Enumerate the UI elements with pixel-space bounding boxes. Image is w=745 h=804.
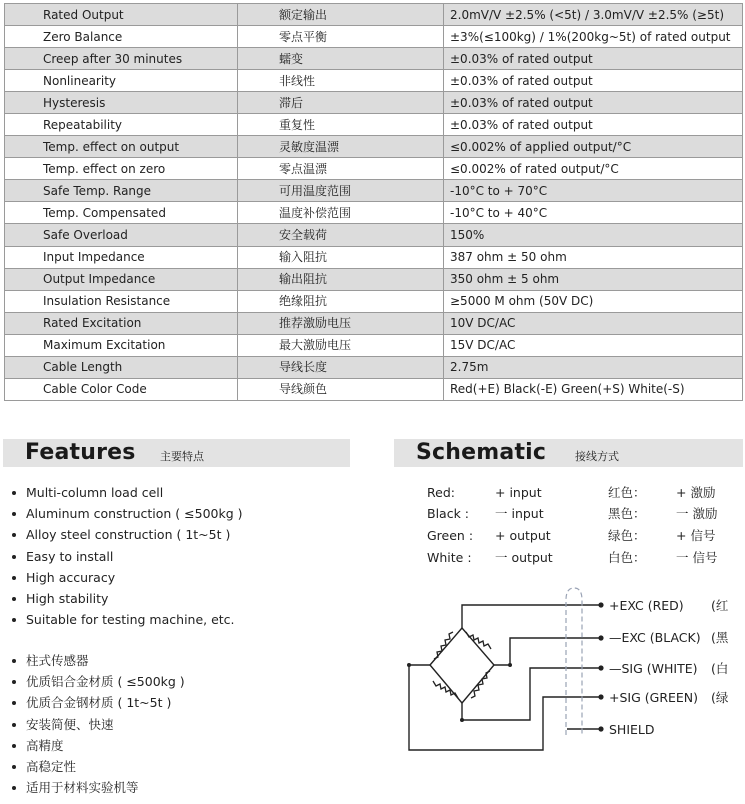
feature-text: Multi-column load cell [26,485,164,500]
feature-text: 高精度 [26,737,64,753]
spec-name-zh: 最大激励电压 [238,334,444,356]
feature-text: 优质合金钢材质 ( 1t~5t ) [26,695,172,711]
wire-color-en: Red: [427,485,455,500]
feature-text: 高稳定性 [26,758,77,774]
spec-value: 15V DC/AC [444,334,743,356]
wire-color-zh: 红色： [608,485,646,500]
feature-text: 优质铝合金材质 ( ≤500kg ) [26,674,185,690]
spec-name-zh: 安全载荷 [238,224,444,246]
feature-text: Suitable for testing machine, etc. [26,612,235,628]
spec-name-zh: 输入阻抗 [238,246,444,268]
features-subtitle: 主要特点 [160,450,204,463]
spec-name-en: Output Impedance [5,268,238,290]
terminal-label-zh: (绿 [711,690,729,705]
terminal-label: —SIG (WHITE) [609,661,698,676]
feature-text: Easy to install [26,548,114,564]
spec-name-zh: 滞后 [238,92,444,114]
spec-name-zh: 温度补偿范围 [238,202,444,224]
spec-name-en: Temp. effect on zero [5,158,238,180]
spec-name-zh: 导线长度 [238,356,444,378]
feature-text: Aluminum construction ( ≤500kg ) [26,506,243,522]
spec-name-zh: 非线性 [238,70,444,92]
spec-name-en: Hysteresis [5,92,238,114]
spec-value: 350 ohm ± 5 ohm [444,268,743,290]
wire-signal-en: 一 output [495,550,553,565]
wire-color-zh: 绿色： [608,528,646,543]
spec-value: ±0.03% of rated output [444,70,743,92]
terminal-label: —EXC (BLACK) [609,630,701,645]
terminal-label: +SIG (GREEN) [609,690,699,705]
wire-color-en: White : [427,550,472,565]
spec-name-en: Temp. Compensated [5,202,238,224]
spec-name-zh: 零点平衡 [238,26,444,48]
spec-name-en: Rated Excitation [5,312,238,334]
spec-value: ≤0.002% of rated output/°C [444,158,743,180]
spec-value: ±0.03% of rated output [444,92,743,114]
spec-value: ±0.03% of rated output [444,114,743,136]
spec-value: Red(+E) Black(-E) Green(+S) White(-S) [444,378,743,400]
spec-name-zh: 绝缘阻抗 [238,290,444,312]
schematic-title: Schematic [416,440,547,465]
spec-name-zh: 额定输出 [238,4,444,26]
spec-name-en: Nonlinearity [5,70,238,92]
wire-signal-zh: + 信号 [676,528,716,543]
terminal-label: +EXC (RED) [609,598,684,613]
wire-signal-zh: 一 激励 [676,506,718,521]
feature-text: 柱式传感器 [26,653,89,668]
schematic-subtitle: 接线方式 [575,450,619,463]
spec-name-zh: 导线颜色 [238,378,444,400]
spec-value: 2.75m [444,356,743,378]
spec-name-en: Repeatability [5,114,238,136]
spec-name-zh: 灵敏度温漂 [238,136,444,158]
terminal-label-zh: (黑 [711,630,729,645]
wire-color-en: Green : [427,528,474,543]
spec-name-en: Creep after 30 minutes [5,48,238,70]
feature-text: High accuracy [26,569,116,585]
spec-value: ±0.03% of rated output [444,48,743,70]
spec-name-en: Zero Balance [5,26,238,48]
feature-text: High stability [26,590,109,606]
spec-name-zh: 可用温度范围 [238,180,444,202]
wire-color-zh: 黑色： [608,506,646,521]
spec-name-en: Safe Overload [5,224,238,246]
shield-outline [566,588,582,735]
wire-signal-zh: + 激励 [676,485,716,500]
wire-signal-en: + output [495,528,551,543]
spec-name-en: Rated Output [5,4,238,26]
spec-value: 10V DC/AC [444,312,743,334]
feature-text: Alloy steel construction ( 1t~5t ) [26,527,231,543]
wire-color-zh: 白色： [608,550,646,565]
spec-name-en: Insulation Resistance [5,290,238,312]
spec-name-zh: 输出阻抗 [238,268,444,290]
spec-name-zh: 零点温漂 [238,158,444,180]
spec-name-zh: 推荐激励电压 [238,312,444,334]
spec-name-en: Safe Temp. Range [5,180,238,202]
spec-value: ≤0.002% of applied output/°C [444,136,743,158]
wire-signal-en: 一 input [495,506,544,521]
spec-name-zh: 重复性 [238,114,444,136]
terminal-label-zh: (红 [711,598,729,613]
features-title: Features [25,440,136,465]
spec-name-en: Maximum Excitation [5,334,238,356]
spec-value: -10°C to + 40°C [444,202,743,224]
spec-value: 387 ohm ± 50 ohm [444,246,743,268]
wire-signal-zh: 一 信号 [676,550,718,565]
spec-value: -10°C to + 70°C [444,180,743,202]
spec-value: ±3%(≤100kg) / 1%(200kg~5t) of rated output [444,26,743,48]
spec-value: ≥5000 M ohm (50V DC) [444,290,743,312]
spec-name-zh: 蠕变 [238,48,444,70]
feature-text: 安装简便、快速 [26,716,114,732]
spec-name-en: Cable Length [5,356,238,378]
spec-name-en: Cable Color Code [5,378,238,400]
spec-name-en: Input Impedance [5,246,238,268]
wire-color-en: Black : [427,506,470,521]
spec-value: 2.0mV/V ±2.5% (<5t) / 3.0mV/V ±2.5% (≥5t) [444,4,743,26]
feature-text: 适用于材料实验机等 [26,780,139,796]
spec-name-en: Temp. effect on output [5,136,238,158]
terminal-label-zh: (白 [711,661,729,676]
wire-signal-en: + input [495,485,542,500]
terminal-label: SHIELD [609,722,655,737]
spec-value: 150% [444,224,743,246]
